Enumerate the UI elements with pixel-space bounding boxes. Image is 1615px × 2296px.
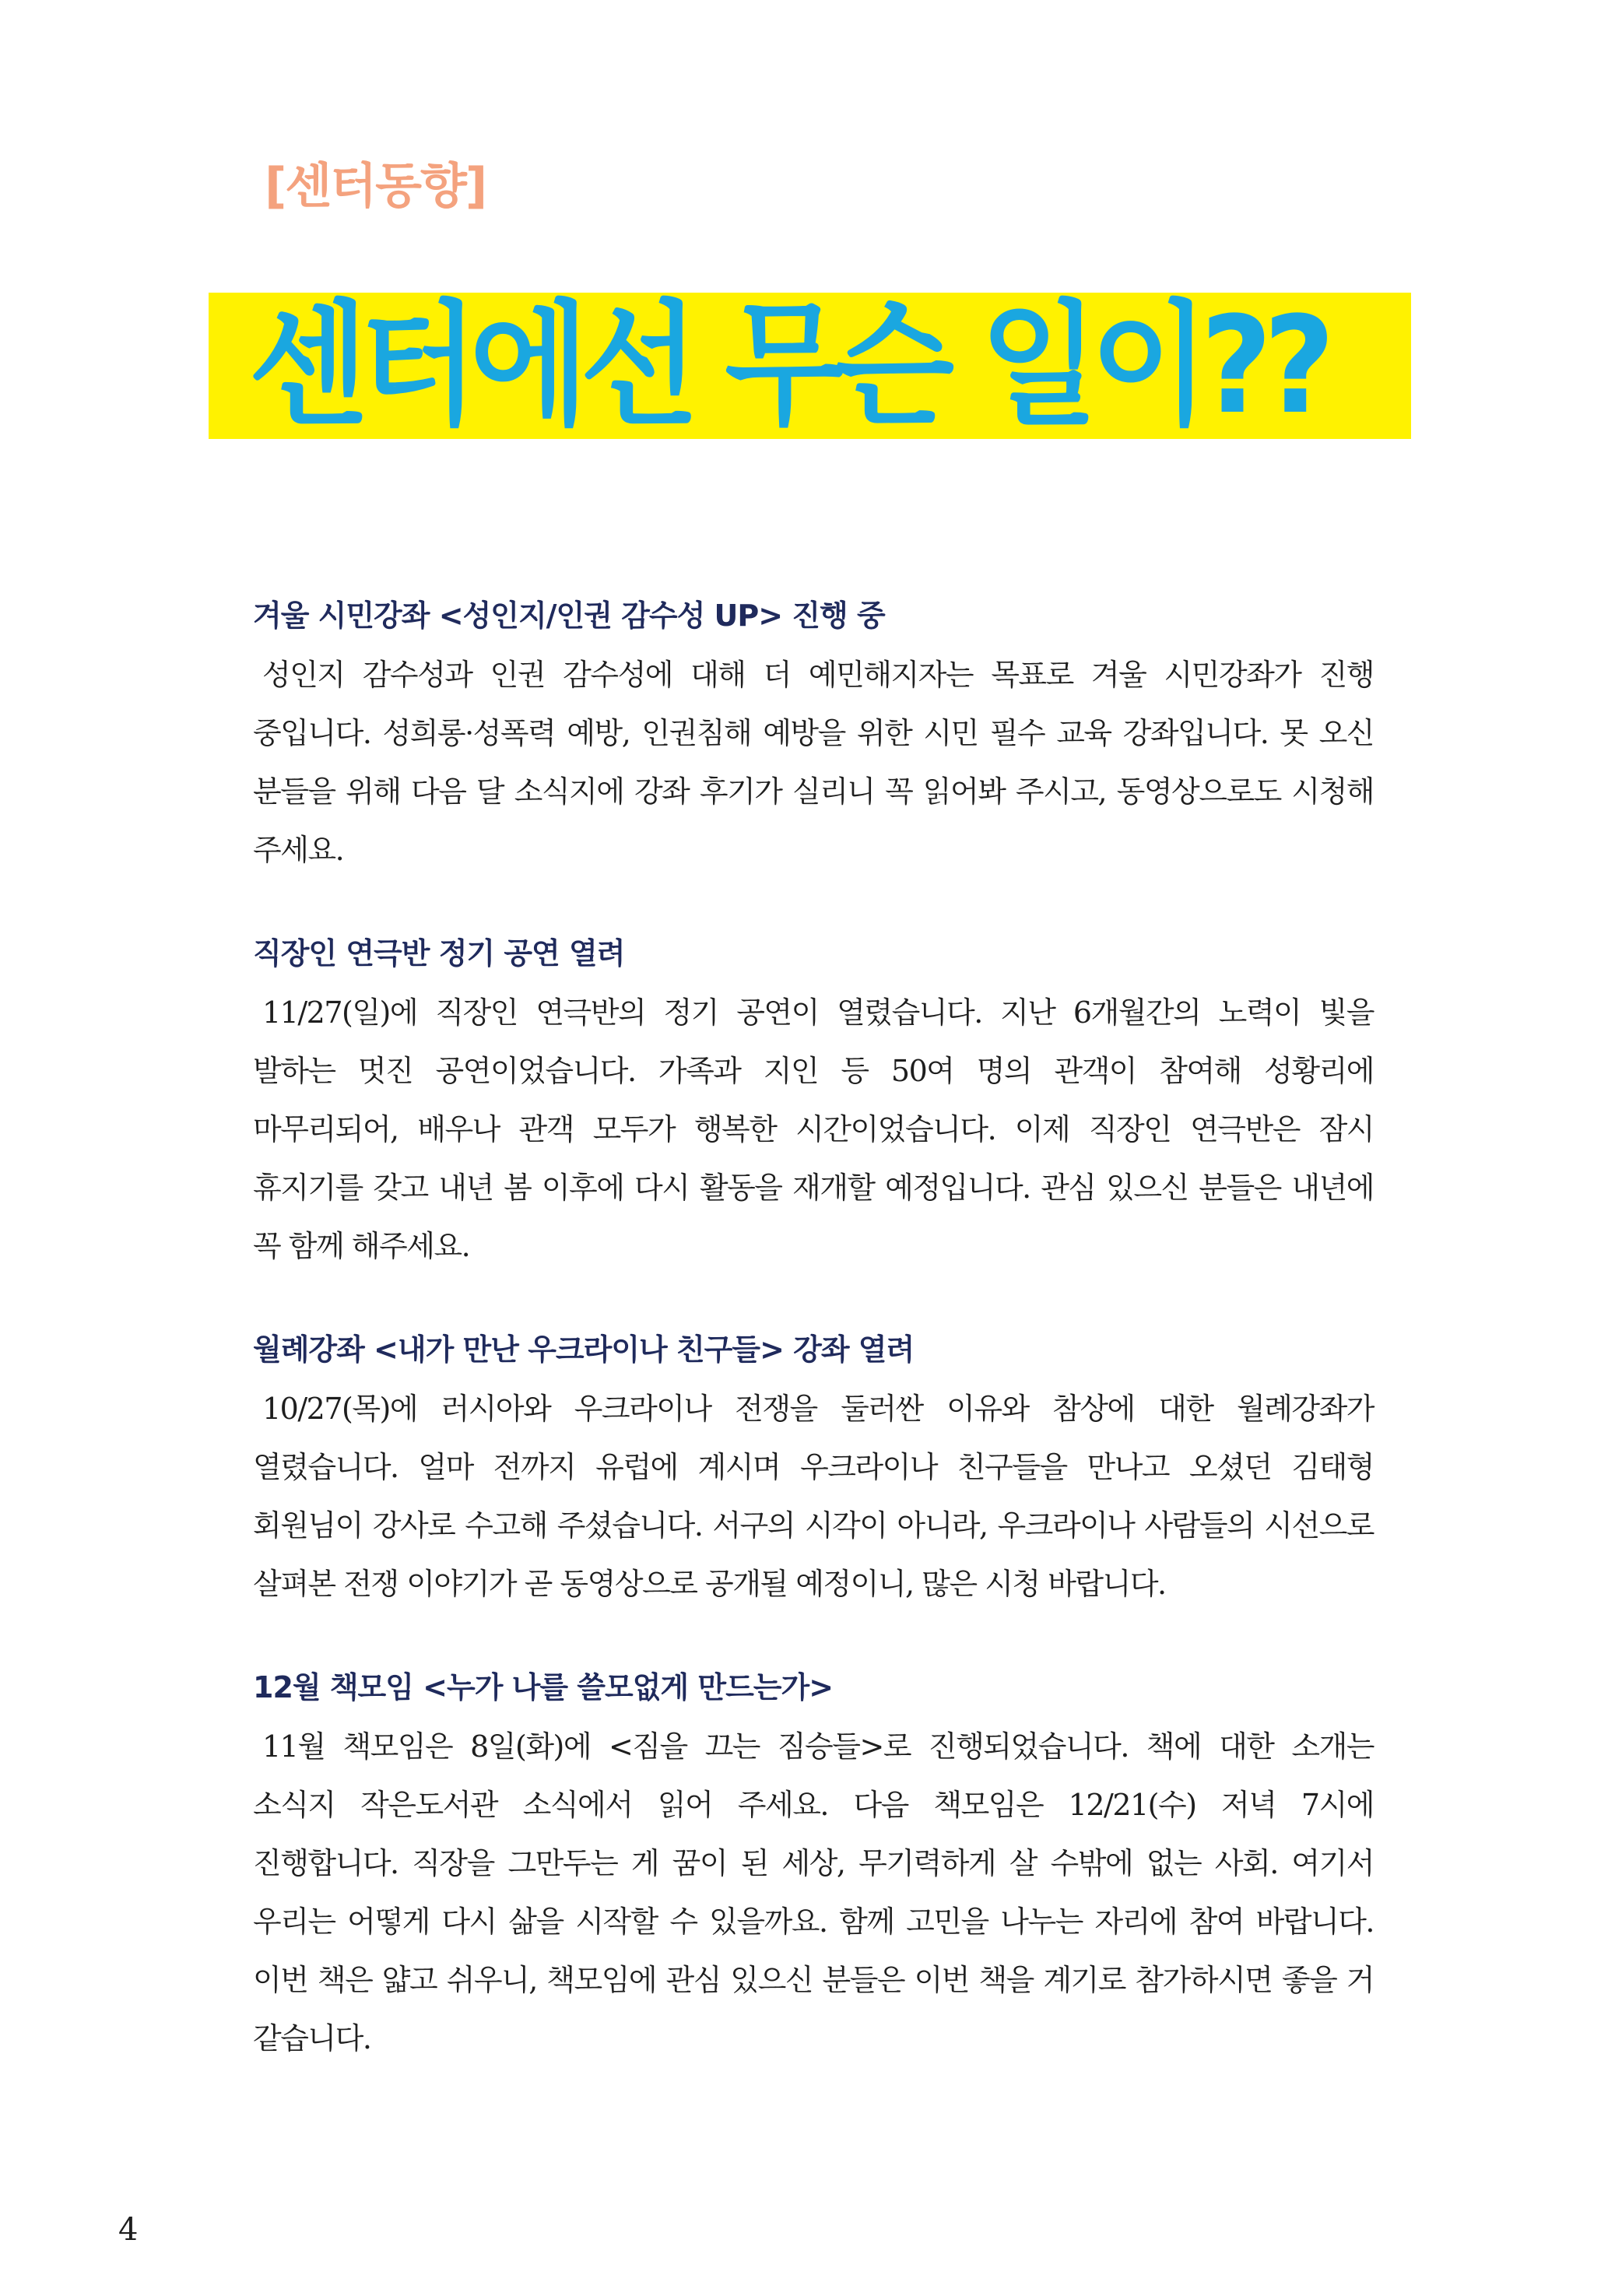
article-heading: 직장인 연극반 정기 공연 열려 [253,936,625,971]
article-body: 10/27(목)에 러시아와 우크라이나 전쟁을 둘러싼 이유와 참상에 대한 월례강좌가 열렸습니다. 얼마 전까지 유럽에 계시며 우크라이나 친구들을 만나고 오셨던 김태형 회원님이 강사로 수고해 주셨습니다. 서구의 시각이 아니라, 우크라이나 사람들의 시선으로 살펴본 전쟁 이야기가 곧 동영상으로 공개될 예정이니, 많은 시청 바랍니다. [253,1392,1374,1601]
article-theater-club [253,923,1374,1276]
title-banner [209,287,1411,444]
banner-title: 센터에선 무슨 일이?? [249,287,1327,444]
article-monthly-lecture [253,1319,1374,1613]
article-body: 11/27(일)에 직장인 연극반의 정기 공연이 열렸습니다. 지난 6개월간의 노력이 빛을 발하는 멋진 공연이었습니다. 가족과 지인 등 50여 명의 관객이 참여해 성황리에 마무리되어, 배우나 관객 모두가 행복한 시간이었습니다. 이제 직장인 연극반은 잠시 휴지기를 갖고 내년 봄 이후에 다시 활동을 재개할 예정입니다. 관심 있으신 분들은 내년에 꼭 함께 해주세요. [253,995,1374,1263]
section-tag: [센터동향] [265,157,486,214]
article-heading: 겨울 시민강좌 <성인지/인권 감수성 UP> 진행 중 [253,599,885,633]
article-winter-lecture [253,585,1374,879]
article-list [253,585,1374,2112]
article-heading: 12월 책모임 <누가 나를 쓸모없게 만드는가> [253,1670,834,1704]
article-book-club [253,1657,1374,2068]
article-body: 성인지 감수성과 인권 감수성에 대해 더 예민해지자는 목표로 겨울 시민강좌가 진행 중입니다. 성희롱·성폭력 예방, 인권침해 예방을 위한 시민 필수 교육 강좌입니다. 못 오신 분들을 위해 다음 달 소식지에 강좌 후기가 실리니 꼭 읽어봐 주시고, 동영상으로도 시청해 주세요. [253,658,1374,867]
page-number: 4 [118,2212,139,2248]
article-body: 11월 책모임은 8일(화)에 <짐을 끄는 짐승들>로 진행되었습니다. 책에 대한 소개는 소식지 작은도서관 소식에서 읽어 주세요. 다음 책모임은 12/21(수) 저녁 7시에 진행합니다. 직장을 그만두는 게 꿈이 된 세상, 무기력하게 살 수밖에 없는 사회. 여기서 우리는 어떻게 다시 삶을 시작할 수 있을까요. 함께 고민을 나누는 자리에 참여 바랍니다. 이번 책은 얇고 쉬우니, 책모임에 관심 있으신 분들은 이번 책을 계기로 참가하시면 좋을 거 같습니다. [253,1729,1374,2056]
article-heading: 월례강좌 <내가 만난 우크라이나 친구들> 강좌 열려 [253,1332,915,1367]
